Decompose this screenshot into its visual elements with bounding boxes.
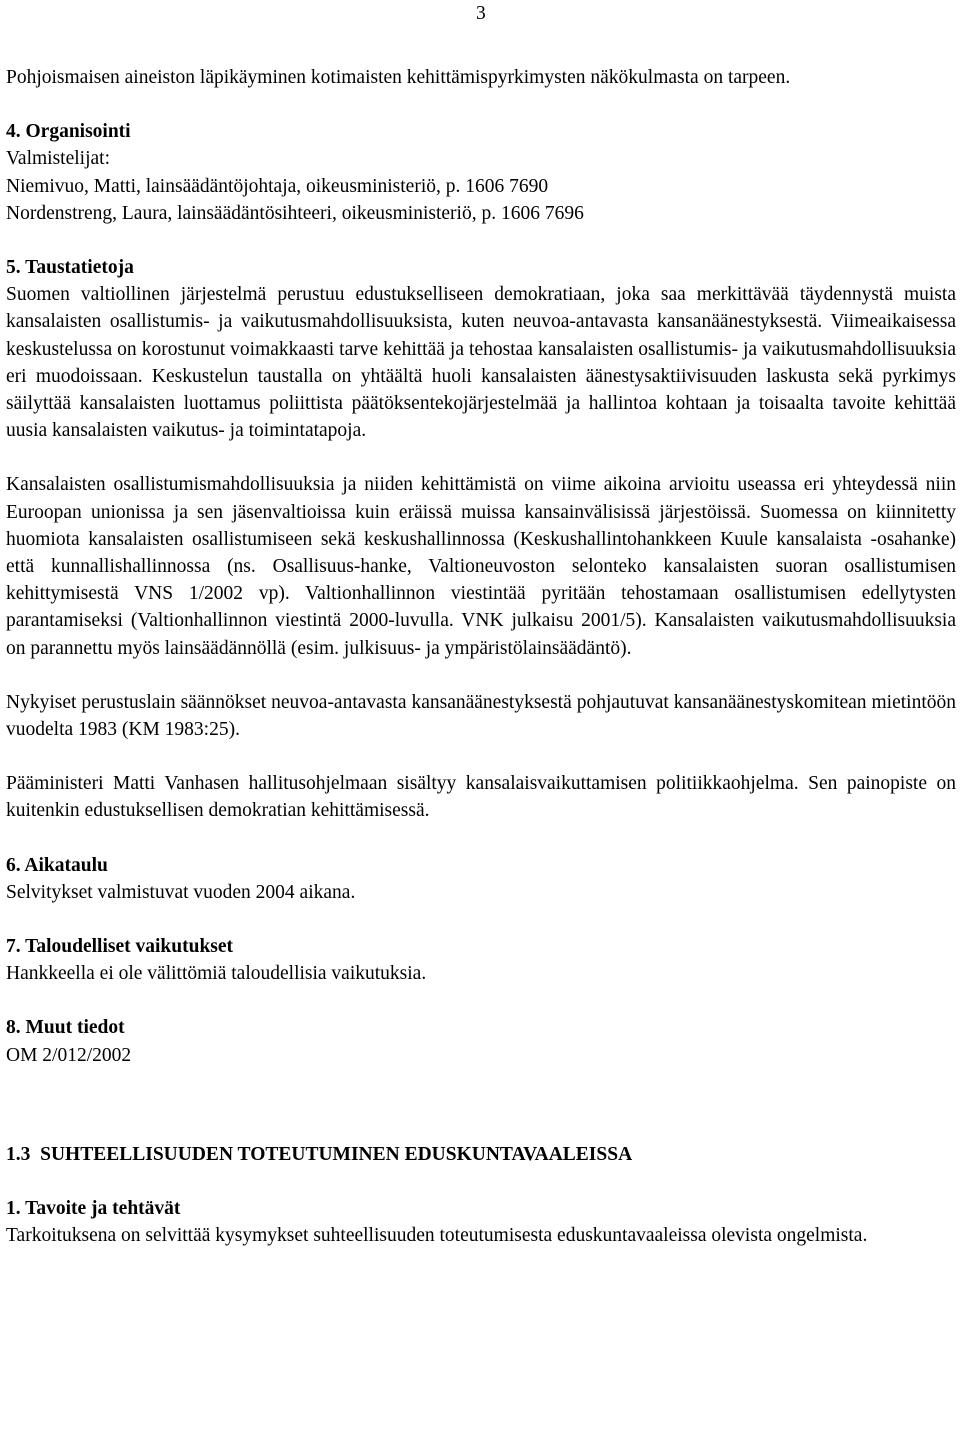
aikataulu-section (6, 852, 956, 906)
taustatietoja-section (6, 254, 956, 825)
taustatietoja-paragraph: Pääministeri Matti Vanhasen hallitusohjelmaan sisältyy kansalaisvaikuttamisen politiikkaohjelma. Sen painopiste on kuitenkin edustuksellisen demokratian kehittämisessä. (6, 773, 956, 822)
taustatietoja-paragraph: Nykyiset perustuslain säännökset neuvoa-antavasta kansanäänestyksestä pohjautuvat kansanäänestyskomitean mietintöön vuodelta 1983 (KM 1983:25). (6, 691, 956, 741)
organisointi-section (6, 118, 956, 227)
person-entry: Nordenstreng, Laura, lainsäädäntösihteeri, oikeusministeriö, p. 1606 7696 (6, 202, 584, 224)
taustatietoja-paragraph: Suomen valtiollinen järjestelmä perustuu edustukselliseen demokratiaan, joka saa merkittävää täydennystä muista kansalaisten osallistumis- ja vaikutusmahdollisuuksista, kuten neuvoa-antavasta kansanäänestyksestä. Viimeaikaisessa keskustelussa on korostunut voimakkaasti tarve kehittää ja tehostaa kansalaisten osallistumis- ja vaikutusmahdollisuuksia eri muodoissaan. Keskustelun taustalla on yhtäältä huoli kansalaisten äänestysaktiivisuuden laskusta sekä pyrkimys säilyttää kansalaisten luottamus poliittista päätöksentekojärjestelmää ja hallintoa kohtaan ja toisaalta tavoite kehittää uusia kansalaisten vaikutus- ja toimintatapoja. (6, 284, 956, 442)
aikataulu-heading: 6. Aikataulu (6, 854, 108, 876)
section-1-3-heading: 1.3 SUHTEELLISUUDEN TOTEUTUMINEN EDUSKUNTAVAALEISSA (6, 1143, 633, 1165)
tavoite-heading: 1. Tavoite ja tehtävät (6, 1198, 181, 1220)
intro-paragraph: Pohjoismaisen aineiston läpikäyminen kotimaisten kehittämispyrkimysten näkökulmasta on tarpeen. (6, 67, 791, 88)
person-entry: Niemivuo, Matti, lainsäädäntöjohtaja, oikeusministeriö, p. 1606 7690 (6, 175, 549, 197)
muut-text: OM 2/012/2002 (6, 1044, 132, 1066)
taloudelliset-text: Hankkeella ei ole välittömiä taloudellisia vaikutuksia. (6, 963, 427, 985)
taloudelliset-section (6, 933, 956, 987)
organisointi-heading: 4. Organisointi (6, 121, 131, 143)
tavoite-section (6, 1195, 956, 1249)
muut-heading: 8. Muut tiedot (6, 1017, 125, 1039)
taloudelliset-heading: 7. Taloudelliset vaikutukset (6, 936, 234, 958)
tavoite-text: Tarkoituksena on selvittää kysymykset suhteellisuuden toteutumisesta eduskuntavaaleissa olevista ongelmista. (6, 1225, 868, 1247)
aikataulu-text: Selvitykset valmistuvat vuoden 2004 aikana. (6, 881, 356, 903)
muut-section (6, 1014, 956, 1068)
page-number: 3 (476, 3, 486, 24)
section-1-3 (6, 1141, 956, 1250)
valmistelijat-label: Valmistelijat: (6, 148, 110, 170)
taustatietoja-paragraph: Kansalaisten osallistumismahdollisuuksia ja niiden kehittämistä on viime aikoina arvioitu useassa eri yhteydessä niin Euroopan unionissa ja sen jäsenvaltioissa kuin eräissä muissa kansainvälisissä järjestöissä. Suomessa on kiinnitetty huomiota kansalaisten osallistumiseen sekä keskushallinnossa (Keskushallintohankkeen Kuule kansalaista -osahanke) että kunnallishallinnossa (ns. Osallisuus-hanke, Valtioneuvoston selonteko kansalaisten suoran osallistumisen kehittymisestä VNS 1/2002 vp). Valtionhallinnon viestintää pyritään tehostamaan osallistumisen edellytysten parantamiseksi (Valtionhallinnon viestintä 2000-luvulla. VNK julkaisu 2001/5). Kansalaisten vaikutusmahdollisuuksia on parannettu myös lainsäädännöllä (esim. julkisuus- ja ympäristölainsäädäntö). (6, 474, 956, 659)
taustatietoja-heading: 5. Taustatietoja (6, 257, 134, 279)
document-body (6, 64, 956, 1250)
